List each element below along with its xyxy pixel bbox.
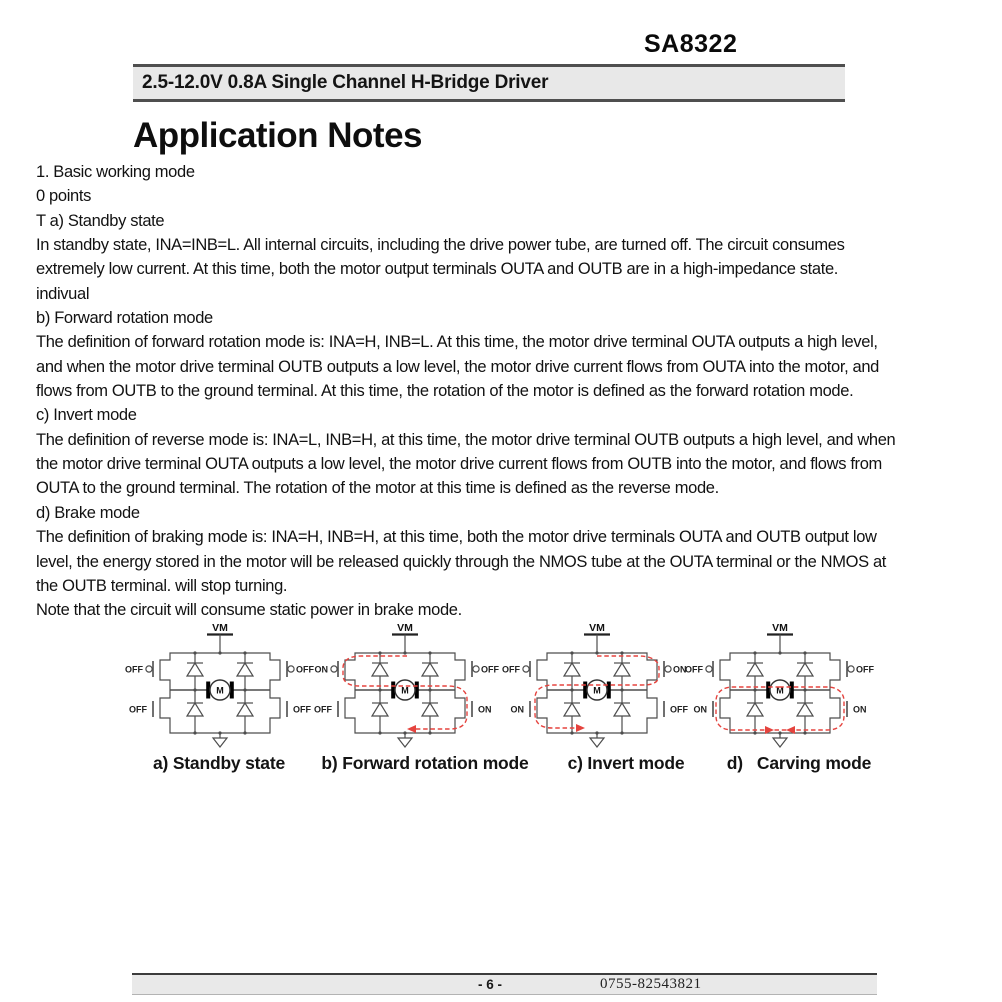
diagram-caption-b: b) Forward rotation mode: [321, 753, 529, 773]
gate-state-top-left: OFF: [125, 664, 143, 675]
gate-bubble-icon: [665, 666, 671, 672]
vm-label: VM: [212, 622, 228, 634]
footer-phone: 0755-82543821: [600, 976, 702, 992]
body-line: In standby state, INA=INB=L. All internal circuits, including the drive power tube, are turned off. The circuit consumes: [36, 236, 845, 255]
motor-label: M: [593, 685, 601, 696]
ground-icon: [398, 738, 412, 747]
body-line: extremely low current. At this time, both the motor output terminals OUTA and OUTB are in a high-impedance state.: [36, 260, 839, 279]
vm-label: VM: [397, 622, 413, 634]
gate-bubble-icon: [706, 666, 712, 672]
gate-state-bottom-right: ON: [853, 704, 867, 715]
hbridge-diagram-forward: [310, 616, 500, 752]
gate-bubble-icon: [288, 666, 294, 672]
gate-bubble-icon: [331, 666, 337, 672]
body-line: indivual: [36, 284, 90, 303]
gate-state-top-right: OFF: [296, 664, 314, 675]
motor-label: M: [776, 685, 784, 696]
hbridge-diagram-invert: [502, 616, 692, 752]
hbridge-circuit: [502, 616, 692, 752]
body-line: the motor drive terminal OUTA outputs a low level, the motor drive current flows from OUTB into the motor, and flows from: [36, 455, 882, 474]
diagram-caption-a: a) Standby state: [153, 753, 285, 773]
ground-icon: [213, 738, 227, 747]
hbridge-circuit: [310, 616, 500, 752]
motor-label: M: [216, 685, 224, 696]
hbridge-circuit: [125, 616, 315, 752]
body-line: The definition of reverse mode is: INA=L, INB=H, at this time, the motor drive terminal OUTB outputs a high level, and when: [36, 430, 896, 449]
body-line: 0 points: [36, 187, 91, 206]
body-line: d) Brake mode: [36, 503, 140, 522]
hbridge-circuit: [685, 616, 875, 752]
body-line: level, the energy stored in the motor will be released quickly through the NMOS tube at the OUTA terminal or the NMOS at: [36, 552, 887, 571]
ground-icon: [773, 738, 787, 747]
body-line: The definition of braking mode is: INA=H, INB=H, at this time, both the motor drive terminals OUTA and OUTB output low: [36, 528, 877, 547]
gate-state-bottom-right: OFF: [293, 704, 311, 715]
vm-label: VM: [589, 622, 605, 634]
footer-page-number: - 6 -: [478, 977, 503, 992]
hbridge-diagram-standby: [125, 616, 315, 752]
banner-title: 2.5-12.0V 0.8A Single Channel H-Bridge Driver: [142, 72, 549, 93]
body-line: Note that the circuit will consume static power in brake mode.: [36, 601, 462, 620]
title-banner: [133, 64, 845, 102]
gate-bubble-icon: [473, 666, 479, 672]
body-line: and when the motor drive terminal OUTB outputs a low level, the motor drive current flows from OUTA into the motor, and: [36, 357, 880, 376]
hbridge-diagram-brake: [685, 616, 875, 752]
gate-bubble-icon: [146, 666, 152, 672]
body-line: 1. Basic working mode: [36, 163, 195, 181]
part-number: SA8322: [644, 30, 738, 58]
section-heading: Application Notes: [133, 116, 423, 155]
footer-band: [132, 973, 877, 995]
body-text: [36, 160, 996, 623]
gate-state-top-right: OFF: [481, 664, 499, 675]
body-line: flows from OUTB to the ground terminal. At this time, the rotation of the motor is defined as the forward rotation mode.: [36, 382, 854, 401]
gate-state-top-left: OFF: [502, 664, 520, 675]
body-line: OUTA to the ground terminal. The rotation of the motor at this time is defined as the reverse mode.: [36, 479, 719, 498]
body-line: The definition of forward rotation mode is: INA=H, INB=L. At this time, the motor drive terminal OUTA outputs a high level,: [36, 333, 878, 352]
motor-label: M: [401, 685, 409, 696]
gate-state-bottom-right: ON: [478, 704, 492, 715]
gate-state-top-right: OFF: [856, 664, 874, 675]
gate-state-bottom-right: OFF: [670, 704, 688, 715]
gate-state-top-left: ON: [314, 664, 328, 675]
body-line: c) Invert mode: [36, 406, 137, 425]
gate-bubble-icon: [848, 666, 854, 672]
diagram-caption-d: d) Carving mode: [726, 753, 872, 773]
gate-state-bottom-left: OFF: [314, 704, 332, 715]
body-line: the OUTB terminal. will stop turning.: [36, 576, 288, 595]
body-line: T a) Standby state: [36, 211, 165, 230]
gate-bubble-icon: [523, 666, 529, 672]
diagram-caption-c: c) Invert mode: [567, 753, 685, 773]
body-line: b) Forward rotation mode: [36, 309, 213, 328]
ground-icon: [590, 738, 604, 747]
gate-state-top-left: OFF: [685, 664, 703, 675]
gate-state-top-right: ON: [673, 664, 687, 675]
gate-state-bottom-left: ON: [693, 704, 707, 715]
gate-state-bottom-left: ON: [510, 704, 524, 715]
vm-label: VM: [772, 622, 788, 634]
current-arrow-icon: [576, 724, 585, 732]
current-arrow-icon: [407, 725, 416, 733]
gate-state-bottom-left: OFF: [129, 704, 147, 715]
